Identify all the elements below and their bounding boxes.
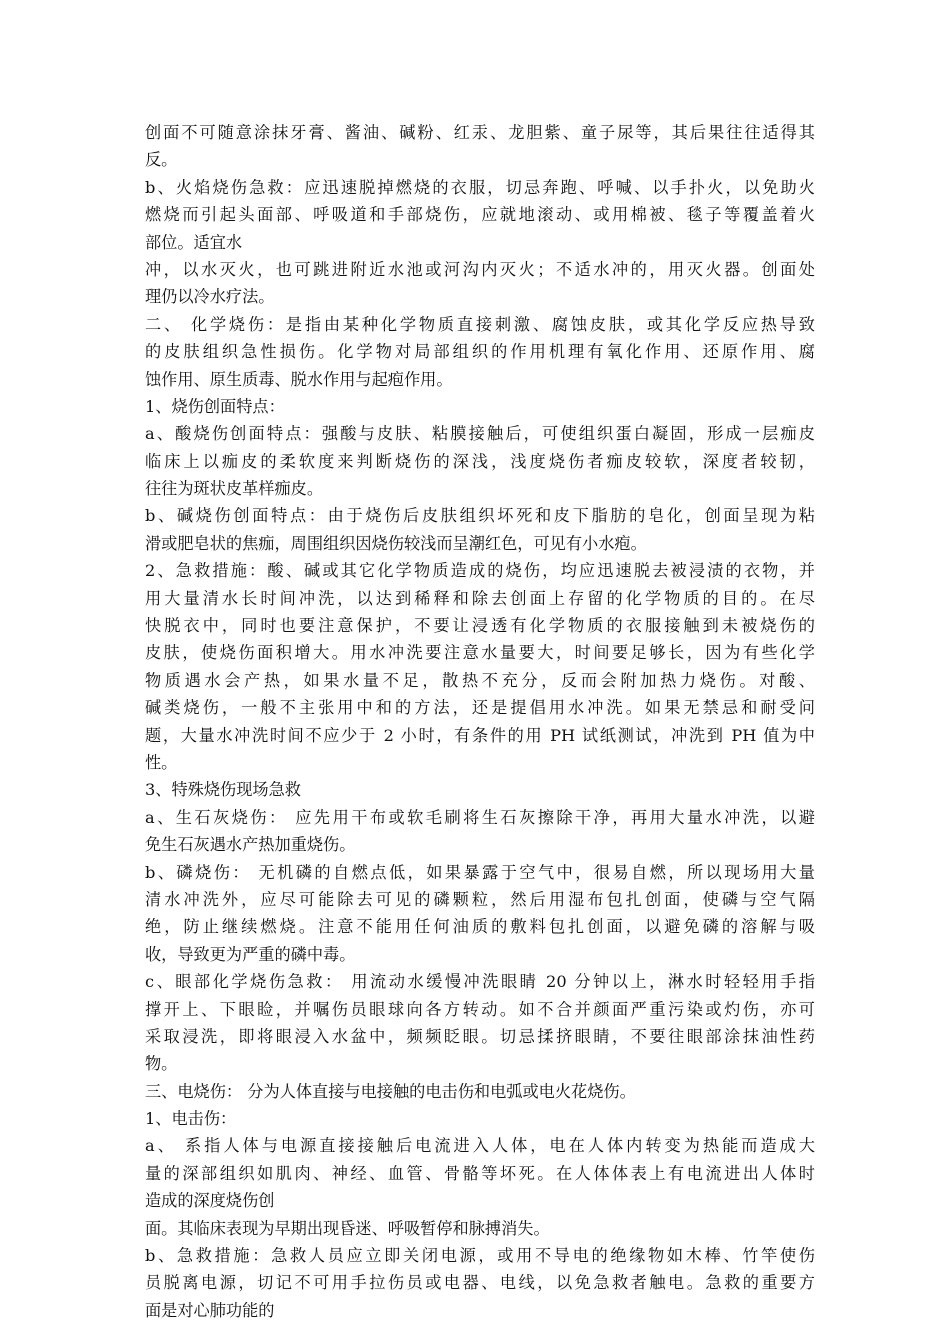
text-line: 反。	[145, 150, 178, 170]
text-line: a、酸烧伤创面特点：强酸与皮肤、粘膜接触后，可使组织蛋白凝固，形成一层痂皮	[145, 424, 815, 444]
text-line: 性。	[145, 752, 178, 772]
text-line: 清水冲洗外，应尽可能除去可见的磷颗粒，然后用湿布包扎创面，使磷与空气隔	[145, 889, 815, 909]
text-line: 理仍以冷水疗法。	[145, 287, 275, 307]
text-line: 部位。适宜水	[145, 232, 243, 252]
text-line: 三、电烧伤： 分为人体直接与电接触的电击伤和电弧或电火花烧伤。	[145, 1081, 636, 1101]
text-line: 冲，以水灭火，也可跳进附近水池或河沟内灭火；不适水冲的，用灭火器。创面处	[145, 259, 815, 279]
text-line: c、眼部化学烧伤急救： 用流动水缓慢冲洗眼睛 20 分钟以上，淋水时轻轻用手指	[145, 972, 815, 992]
text-line: a、 系指人体与电源直接接触后电流进入人体，电在人体内转变为热能而造成大	[145, 1136, 815, 1156]
text-line: b、急救措施：急救人员应立即关闭电源，或用不导电的绝缘物如木棒、竹竿使伤	[145, 1246, 815, 1266]
text-line: 创面不可随意涂抹牙膏、酱油、碱粉、红汞、龙胆紫、童子尿等，其后果往往适得其	[145, 123, 815, 142]
text-line: 往往为斑状皮革样痂皮。	[145, 479, 324, 499]
text-line: 1、烧伤创面特点：	[145, 396, 285, 416]
text-line: 量的深部组织如肌肉、神经、血管、骨骼等坏死。在人体体表上有电流进出人体时	[145, 1163, 815, 1183]
text-line: 蚀作用、原生质毒、脱水作用与起疱作用。	[145, 369, 453, 389]
document-body	[145, 119, 815, 1324]
text-line: 员脱离电源，切记不可用手拉伤员或电器、电线，以免急救者触电。急救的重要方	[145, 1273, 815, 1293]
text-line: 用大量清水长时间冲洗，以达到稀释和除去创面上存留的化学物质的目的。在尽	[145, 588, 815, 608]
text-line: 皮肤，使烧伤面积增大。用水冲洗要注意水量要大，时间要足够长，因为有些化学	[145, 643, 815, 663]
text-line: b、碱烧伤创面特点：由于烧伤后皮肤组织坏死和皮下脂肪的皂化，创面呈现为粘	[145, 506, 815, 526]
text-line: 二、 化学烧伤：是指由某种化学物质直接刺激、腐蚀皮肤，或其化学反应热导致	[145, 314, 815, 334]
text-line: 碱类烧伤，一般不主张用中和的方法，还是提倡用水冲洗。如果无禁忌和耐受问	[145, 698, 815, 718]
text-line: 的皮肤组织急性损伤。化学物对局部组织的作用机理有氧化作用、还原作用、腐	[145, 342, 815, 362]
text-line: 题，大量水冲洗时间不应少于 2 小时，有条件的用 PH 试纸测试，冲洗到 PH 值为中	[145, 725, 815, 745]
text-line: 3、特殊烧伤现场急救	[145, 780, 301, 800]
text-line: 面是对心肺功能的	[145, 1300, 275, 1320]
text-line: a、生石灰烧伤： 应先用干布或软毛刷将生石灰擦除干净，再用大量水冲洗，以避	[145, 807, 815, 827]
text-line: 1、电击伤：	[145, 1109, 237, 1129]
text-line: 采取浸洗，即将眼浸入水盆中，频频眨眼。切忌揉挤眼睛，不要往眼部涂抹油性药	[145, 1026, 815, 1046]
text-line: b、磷烧伤： 无机磷的自燃点低，如果暴露于空气中，很易自燃，所以现场用大量	[145, 862, 815, 882]
text-line: 面。其临床表现为早期出现昏迷、呼吸暂停和脉搏消失。	[145, 1218, 550, 1238]
text-line: 造成的深度烧伤创	[145, 1191, 275, 1211]
text-line: 2、急救措施：酸、碱或其它化学物质造成的烧伤，均应迅速脱去被浸渍的衣物，并	[145, 561, 815, 581]
text-line: 物。	[145, 1054, 178, 1074]
text-line: 绝，防止继续燃烧。注意不能用任何油质的敷料包扎创面，以避免磷的溶解与吸	[145, 917, 815, 937]
text-line: 燃烧而引起头面部、呼吸道和手部烧伤，应就地滚动、或用棉被、毯子等覆盖着火	[145, 205, 815, 225]
text-line: 快脱衣中，同时也要注意保护，不要让浸透有化学物质的衣服接触到未被烧伤的	[145, 616, 815, 636]
text-line: 临床上以痂皮的柔软度来判断烧伤的深浅，浅度烧伤者痂皮较软，深度者较韧，	[145, 451, 815, 471]
text-line: 免生石灰遇水产热加重烧伤。	[145, 835, 356, 855]
text-line: 收，导致更为严重的磷中毒。	[145, 944, 356, 964]
text-line: 滑或肥皂状的焦痂，周围组织因烧伤较浅而呈潮红色，可见有小水疱。	[145, 533, 647, 553]
text-line: 物质遇水会产热，如果水量不足，散热不充分，反而会附加热力烧伤。对酸、	[145, 670, 815, 690]
text-line: b、火焰烧伤急救：应迅速脱掉燃烧的衣服，切忌奔跑、呼喊、以手扑火，以免助火	[145, 177, 815, 197]
text-line: 撑开上、下眼睑，并嘱伤员眼球向各方转动。如不合并颜面严重污染或灼伤，亦可	[145, 999, 815, 1019]
